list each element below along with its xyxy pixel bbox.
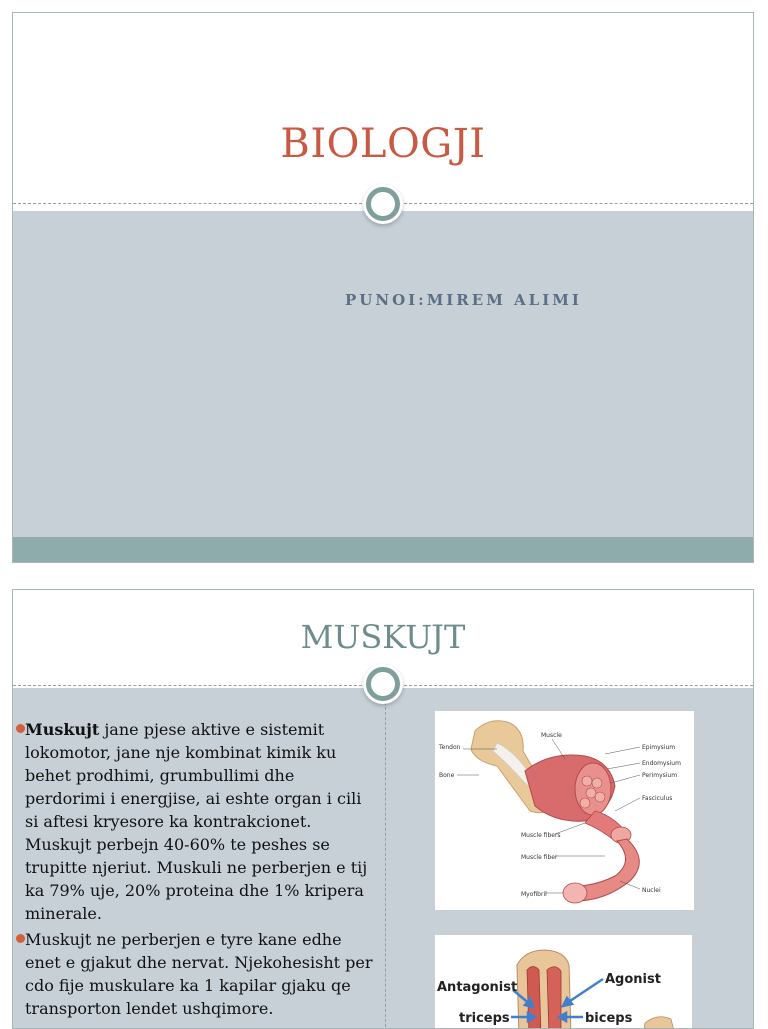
bullet-item — [25, 928, 377, 1020]
label-perimysium: Perimysium — [642, 772, 678, 779]
title-slide-panel — [13, 211, 753, 537]
slide-footer-band — [13, 537, 753, 563]
label-biceps: biceps — [585, 1011, 633, 1026]
label-epimysium: Epimysium — [642, 744, 676, 751]
slide-subtitle: PUNOI:MIREM ALIMI — [345, 291, 582, 309]
label-bone: Bone — [439, 772, 455, 779]
bullet-item — [25, 718, 377, 925]
label-endomysium: Endomysium — [642, 760, 681, 767]
circle-ornament-icon — [366, 667, 400, 701]
bullet-text: jane pjese aktive e sistemit lokomotor, jane nje kombinat kimik ku behet prodhimi, grumbullimi dhe perdorimi i energjise, ai eshte organ i cili si aftesi kryesore ka kontrakcionet. Muskujt perbejn 40-60% te peshes se trupitte njeriut. Muskuli ne perberjen e tij ka 79% uje, 20% proteina dhe 1% kripera minerale. — [25, 720, 368, 923]
label-agonist: Agonist — [605, 972, 661, 987]
muscle-anatomy-illustration — [435, 711, 694, 910]
agonist-antagonist-image — [435, 935, 692, 1029]
column-divider — [385, 702, 386, 1029]
label-tendon: Tendon — [439, 744, 461, 751]
label-antagonist: Antagonist — [437, 980, 518, 995]
label-myofibril: Myofibril — [521, 891, 547, 898]
bullet-dot-icon — [16, 934, 25, 943]
label-nuclei: Nuclei — [642, 887, 661, 894]
slide-title: MUSKUJT — [300, 618, 466, 656]
slide-title: BIOLOGJI — [280, 121, 486, 167]
bullet-text: Muskujt ne perberjen e tyre kane edhe enet e gjakut dhe nervat. Njekohesisht per cdo fije muskulare ka 1 kapilar gjaku qe transporton lendet ushqimore. — [25, 930, 373, 1018]
label-triceps: triceps — [459, 1011, 510, 1026]
circle-ornament-icon — [366, 187, 400, 221]
label-muscle-fibers: Muscle fibers — [521, 832, 561, 839]
title-slide-header — [13, 13, 753, 211]
bullet-dot-icon — [16, 724, 25, 733]
label-muscle: Muscle — [541, 732, 562, 739]
muscle-anatomy-image — [435, 711, 694, 910]
bullet-bold-term: Muskujt — [25, 720, 100, 739]
title-slide — [12, 12, 754, 563]
label-muscle-fiber: Muscle fiber — [521, 854, 558, 861]
label-fasciculus: Fasciculus — [642, 795, 673, 802]
agonist-antagonist-illustration — [435, 935, 692, 1029]
bullet-list — [25, 718, 377, 1023]
content-slide — [12, 589, 754, 1029]
